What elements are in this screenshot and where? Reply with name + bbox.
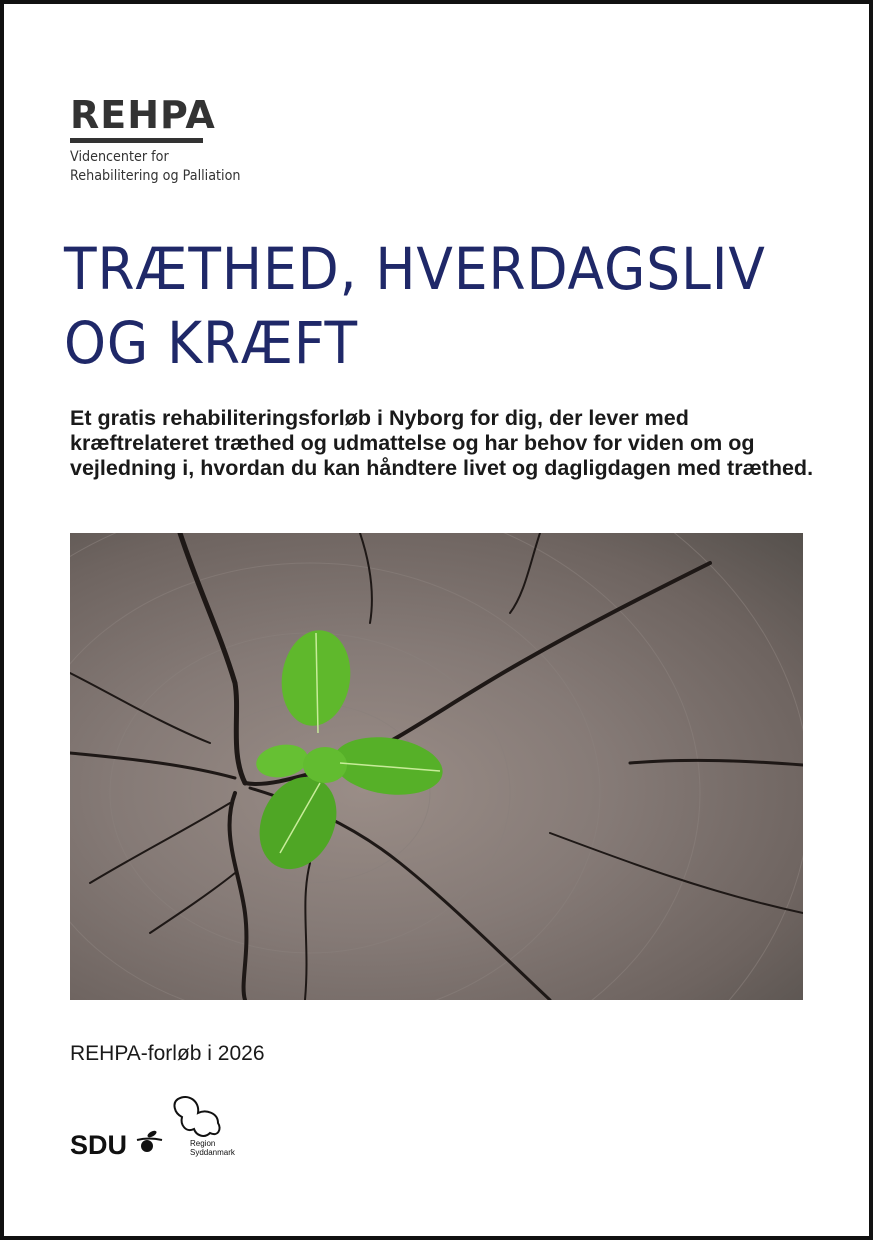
title-line1: TRÆTHED, HVERDAGSLIV [64, 235, 766, 303]
title-line2: OG KRÆFT [64, 309, 359, 377]
region-syddanmark-logo [170, 1095, 235, 1157]
logo-subtitle [70, 148, 240, 186]
logo-word: REHPA [70, 93, 216, 137]
photo-illustration [70, 533, 803, 1000]
region-text-line2: Syddanmark [190, 1148, 235, 1157]
sdu-branch-icon [135, 1130, 163, 1154]
sdu-logo [70, 1130, 163, 1161]
rehpa-logo [70, 93, 264, 186]
page-title [64, 232, 766, 380]
region-text-line1: Region [190, 1139, 216, 1148]
region-logo-text [190, 1139, 235, 1157]
logo-underline [70, 138, 203, 143]
cover-photo-sprout-in-tree-stump [70, 533, 803, 1000]
footer-text: REHPA-forløb i 2026 [70, 1042, 265, 1065]
logo-subtitle-line2: Rehabilitering og Palliation [70, 168, 241, 184]
logo-subtitle-line1: Videncenter for [70, 149, 169, 165]
intro-paragraph: Et gratis rehabiliteringsforløb i Nyborg for dig, der lever med kræftrelateret træthed og udmattelse og har behov for viden om og vejledning i, hvordan du kan håndtere livet og dagligdagen med træthed. [70, 406, 814, 480]
sdu-logo-text: SDU [70, 1130, 128, 1160]
region-logo-mark [170, 1095, 225, 1143]
sprout-leaves [245, 626, 446, 882]
